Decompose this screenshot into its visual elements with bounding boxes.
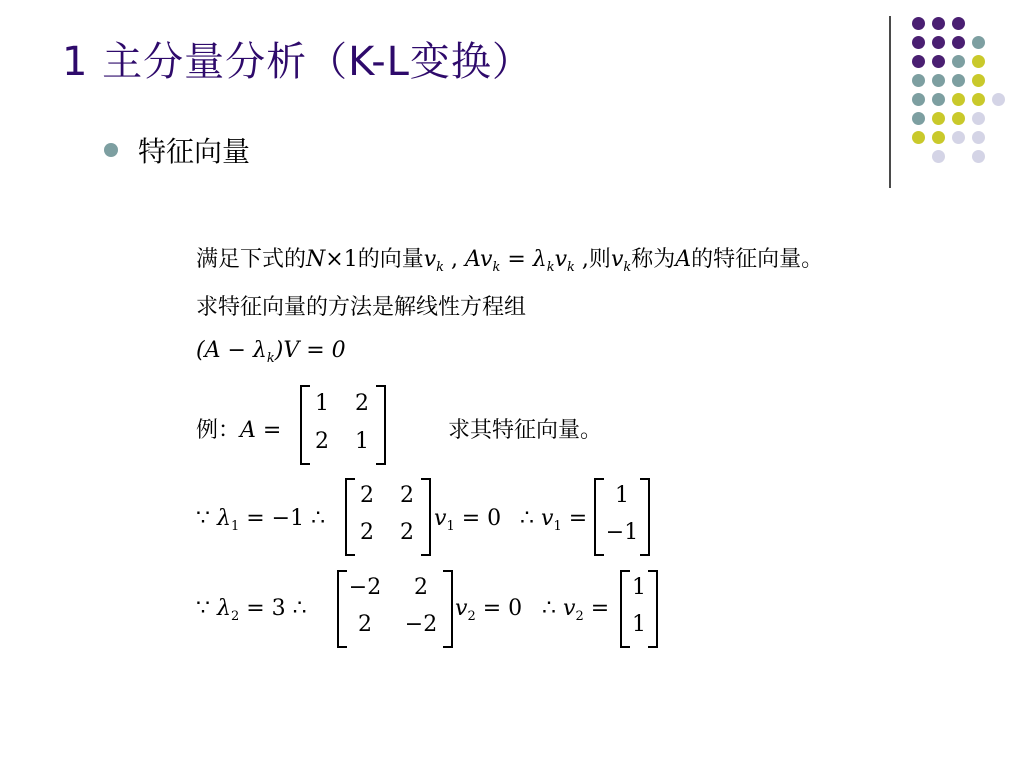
decorative-dot bbox=[932, 17, 945, 30]
decorative-dot bbox=[972, 150, 985, 163]
decorative-dot bbox=[932, 93, 945, 106]
bullet-icon bbox=[104, 143, 118, 157]
decorative-dot bbox=[972, 131, 985, 144]
decorative-dot bbox=[972, 36, 985, 49]
decorative-divider bbox=[889, 16, 891, 188]
method-line: 求特征向量的方法是解线性方程组 bbox=[196, 295, 527, 320]
decorative-dot bbox=[952, 93, 965, 106]
bullet-item bbox=[104, 130, 250, 170]
eigen-row-2-mid: $v_2 = 0$ bbox=[455, 596, 523, 624]
eigen-row-2-right: ∴ $v_2$ = bbox=[542, 596, 610, 624]
example-tail: 求其特征向量。 bbox=[448, 418, 603, 443]
decorative-dot bbox=[972, 112, 985, 125]
decorative-dot bbox=[952, 131, 965, 144]
equation-line: $(A - \lambda_k)V = 0$ bbox=[196, 338, 346, 366]
eigen-row-1-right: ∴ $v_1$ = bbox=[520, 506, 588, 534]
decorative-dot bbox=[912, 93, 925, 106]
decorative-dot bbox=[952, 17, 965, 30]
decorative-dot bbox=[932, 74, 945, 87]
decorative-dot bbox=[912, 112, 925, 125]
decorative-dot bbox=[912, 74, 925, 87]
decorative-dot bbox=[952, 74, 965, 87]
matrix-m2: −2 2 2 −2 bbox=[337, 570, 453, 648]
eigen-row-2-left: ∵ $\lambda_2 = 3$ ∴ bbox=[196, 596, 307, 624]
decorative-dot bbox=[972, 74, 985, 87]
decorative-dot bbox=[912, 55, 925, 68]
decorative-dot bbox=[952, 36, 965, 49]
decorative-dot bbox=[932, 112, 945, 125]
decorative-dot bbox=[952, 112, 965, 125]
eigen-row-1-mid: $v_1 = 0$ bbox=[434, 506, 502, 534]
bullet-text: 特征向量 bbox=[138, 135, 251, 168]
decorative-dot bbox=[972, 55, 985, 68]
matrix-m1: 2 2 2 2 bbox=[345, 478, 431, 556]
decorative-dot bbox=[932, 150, 945, 163]
decorative-dot bbox=[912, 17, 925, 30]
eigen-row-1-left: ∵ $\lambda_1 = -1$ ∴ bbox=[196, 506, 326, 534]
decorative-dot bbox=[972, 93, 985, 106]
slide-title: 1 主分量分析（K-L变换） bbox=[62, 39, 533, 85]
vector-v2: 1 1 bbox=[620, 570, 658, 648]
decorative-dot bbox=[952, 55, 965, 68]
definition-line: 满足下式的N×1的向量$v_k$ , $Av_k = \lambda_kv_k$ ,则$v_k$称为A的特征向量。 bbox=[196, 247, 824, 275]
vector-v1: 1 −1 bbox=[594, 478, 650, 556]
decorative-dot bbox=[992, 93, 1005, 106]
decorative-dot bbox=[932, 131, 945, 144]
decorative-dot bbox=[932, 36, 945, 49]
matrix-A: 1 2 2 1 bbox=[300, 385, 386, 465]
example-label: 例：A = bbox=[196, 418, 282, 443]
decorative-dot bbox=[932, 55, 945, 68]
decorative-dot bbox=[912, 36, 925, 49]
decorative-dot bbox=[912, 131, 925, 144]
